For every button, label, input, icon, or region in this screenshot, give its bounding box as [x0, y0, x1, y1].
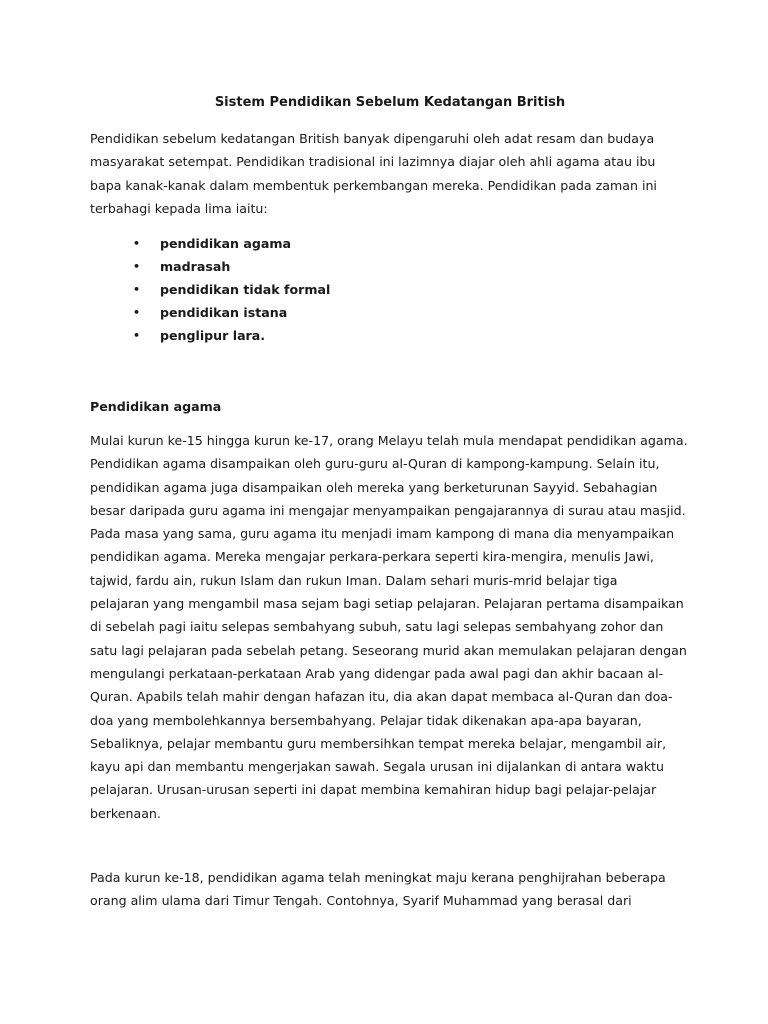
list-item: [90, 301, 690, 324]
section-line: pendidikan agama. Mereka mengajar perkara-perkara seperti kira-mengira, menulis Jawi,: [90, 549, 654, 565]
list-item: [90, 324, 690, 347]
list-item-text: penglipur lara.: [160, 328, 266, 343]
section-line: Mulai kurun ke-15 hingga kurun ke-17, orang Melayu telah mula mendapat pendidikan agama.: [90, 433, 688, 448]
closing-paragraph: [90, 866, 690, 913]
intro-line: terbahagi kepada lima iaitu:: [90, 200, 268, 216]
list-item: [90, 255, 690, 278]
education-types-list: [90, 232, 690, 347]
bullet-icon: •: [133, 306, 141, 319]
list-item-text: pendidikan istana: [160, 305, 288, 320]
list-item-text: madrasah: [160, 259, 231, 274]
section-line: Pada masa yang sama, guru agama itu menjadi imam kampong di mana dia menyampaikan: [90, 526, 675, 542]
section-line: Quran. Apabils telah mahir dengan hafazan itu, dia akan dapat membaca al-Quran dan doa-: [90, 689, 673, 705]
intro-line: bapa kanak-kanak dalam membentuk perkembangan mereka. Pendidikan pada zaman ini: [90, 177, 657, 193]
section-line: berkenaan.: [90, 805, 161, 821]
bullet-icon: •: [133, 237, 141, 250]
section-line: mengulangi perkataan-perkataan Arab yang didengar pada awal pagi dan akhir bacaan al-: [90, 665, 664, 681]
closing-line: orang alim ulama dari Timur Tengah. Contohnya, Syarif Muhammad yang berasal dari: [90, 893, 632, 909]
document-title: Sistem Pendidikan Sebelum Kedatangan British: [214, 95, 566, 110]
section-line: pelajaran. Urusan-urusan seperti ini dapat membina kemahiran hidup bagi pelajar-pelajar: [90, 782, 657, 798]
closing-line: Pada kurun ke-18, pendidikan agama telah meningkat maju kerana penghijrahan beberapa: [90, 870, 666, 885]
section-line: tajwid, fardu ain, rukun Islam dan rukun Iman. Dalam sehari muris-mrid belajar tiga: [90, 572, 618, 588]
list-item: [90, 278, 690, 301]
section-line: besar daripada guru agama ini mengajar menyampaikan pengajarannya di surau atau masjid.: [90, 502, 686, 518]
section-heading: Pendidikan agama: [90, 399, 222, 414]
bullet-icon: •: [133, 283, 141, 296]
section-line: kayu api dan membantu mengerjakan sawah. Segala urusan ini dijalankan di antara waktu: [90, 759, 664, 775]
section-line: satu lagi pelajaran pada sebelah petang. Seseorang murid akan memulakan pelajaran dengan: [90, 642, 687, 658]
list-item: [90, 232, 690, 255]
document-page: [90, 0, 690, 1024]
section-paragraph: [90, 429, 690, 825]
intro-line: Pendidikan sebelum kedatangan British banyak dipengaruhi oleh adat resam dan budaya: [90, 131, 655, 146]
list-item-text: pendidikan agama: [160, 236, 292, 251]
section-line: pelajaran yang mengambil masa sejam bagi setiap pelajaran. Pelajaran pertama disampaikan: [90, 596, 684, 612]
bullet-icon: •: [133, 260, 141, 273]
section-line: Pendidikan agama disampaikan oleh guru-guru al-Quran di kampong-kampung. Selain itu,: [90, 456, 660, 472]
section-line: Sebaliknya, pelajar membantu guru membersihkan tempat mereka belajar, mengambil air,: [90, 735, 667, 751]
section-line: di sebelah pagi iaitu selepas sembahyang subuh, satu lagi selepas sembahyang zohor dan: [90, 619, 664, 635]
bullet-icon: •: [133, 329, 141, 342]
list-item-text: pendidikan tidak formal: [160, 282, 331, 297]
intro-line: masyarakat setempat. Pendidikan tradisional ini lazimnya diajar oleh ahli agama atau ibu: [90, 154, 656, 170]
section-line: pendidikan agama juga disampaikan oleh mereka yang berketurunan Sayyid. Sebahagian: [90, 479, 658, 495]
section-line: doa yang membolehkannya bersembahyang. Pelajar tidak dikenakan apa-apa bayaran,: [90, 712, 642, 728]
intro-paragraph: [90, 127, 690, 220]
